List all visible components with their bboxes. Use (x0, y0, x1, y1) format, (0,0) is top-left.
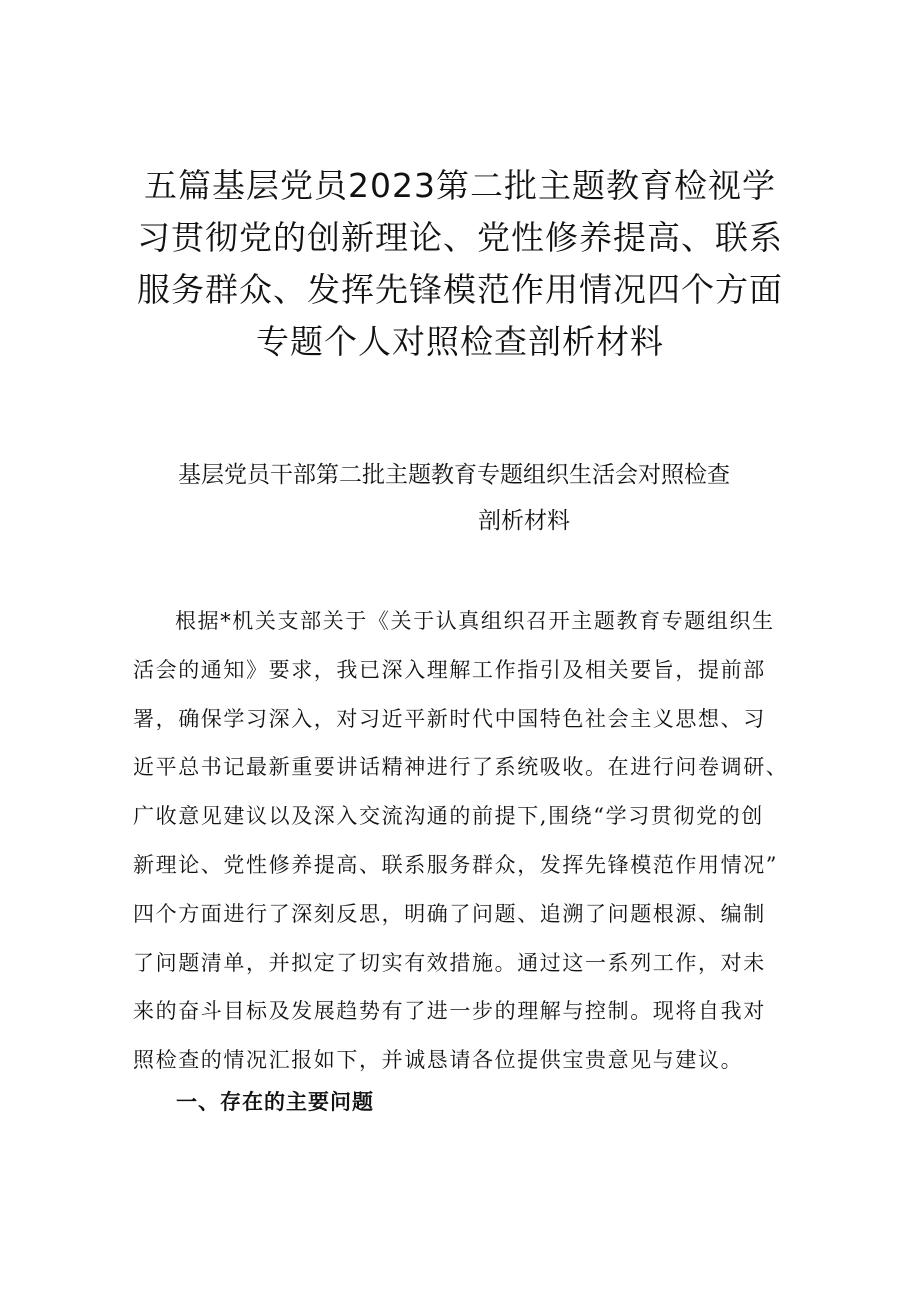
paragraph-line: 新理论、党性修养提高、联系服务群众，发挥先锋模范作用情况” (133, 852, 779, 877)
title-line: 五篇基层党员2023第二批主题教育检视学 (144, 166, 776, 205)
title-line: 习贯彻党的创新理论、党性修养提高、联系 (137, 218, 783, 257)
paragraph-line: 根据*机关支部关于《关于认真组织召开主题教育专题组织生 (175, 609, 775, 633)
paragraph-line: 活会的通知》要求，我已深入理解工作指引及相关要旨，提前部 (133, 657, 766, 682)
intro-paragraph (133, 597, 798, 1085)
document-subtitle (120, 452, 820, 544)
paragraph-line: 四个方面进行了深刻反思，明确了问题、追溯了问题根源、编制 (133, 901, 766, 926)
document-title (100, 160, 820, 368)
paragraph-line: 照检查的情况汇报如下，并诚恳请各位提供宝贵意见与建议。 (133, 1048, 744, 1073)
paragraph-line: 署，确保学习深入，对习近平新时代中国特色社会主义思想、习 (133, 706, 766, 731)
section-heading: 一、存在的主要问题 (176, 1089, 374, 1114)
paragraph-line: 来的奋斗目标及发展趋势有了进一步的理解与控制。现将自我对 (133, 999, 766, 1024)
paragraph-line: 近平总书记最新重要讲话精神进行了系统吸收。在进行问卷调研、 (133, 755, 789, 780)
title-line: 服务群众、发挥先锋模范作用情况四个方面 (137, 270, 783, 309)
paragraph-line: 广收意见建议以及深入交流沟通的前提下,围绕“学习贯彻党的创 (133, 804, 764, 829)
subtitle-line: 剖析材料 (478, 508, 570, 534)
paragraph-line: 了问题清单，并拟定了切实有效措施。通过这一系列工作，对未 (133, 950, 766, 975)
title-line: 专题个人对照检查剖析材料 (256, 322, 664, 361)
subtitle-line: 基层党员干部第二批主题教育专题组织生活会对照检查 (178, 462, 730, 488)
